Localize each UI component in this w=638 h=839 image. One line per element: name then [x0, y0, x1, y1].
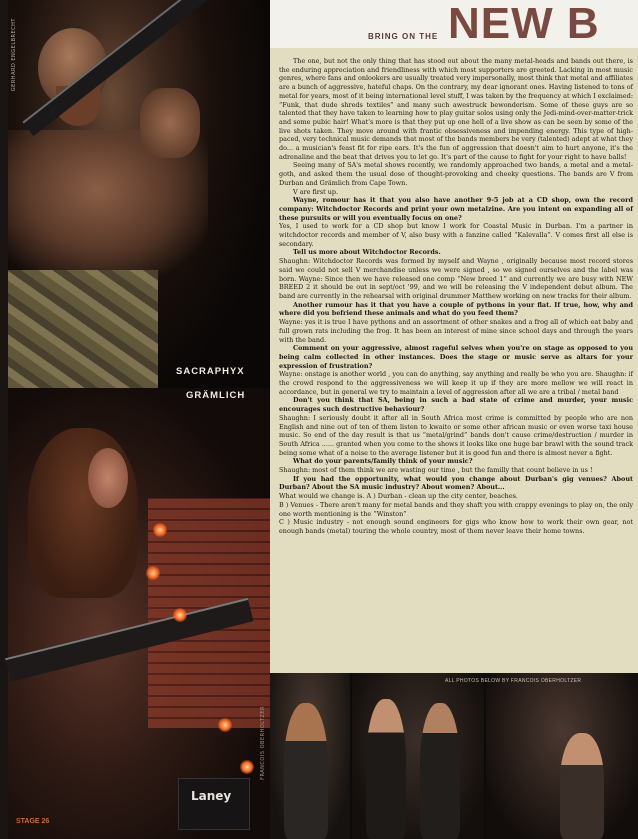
guitarist-hand — [140, 88, 200, 158]
interview-question: Wayne, romour has it that you also have another 9-5 job at a CD shop, own the record company: Witchdoctor Records and print your own metalzine. Are you intent on expanding all of these pursuits or will you eventually focus on one? — [279, 196, 633, 222]
stage-light — [218, 718, 232, 732]
interview-answer: Shaughn: I seriously doubt it after all in South Africa most crime is committed by people who are non English and nine out of ten of them listen to kwaito or some other african music or even worse taxi house music. So end of the day result is that us “metal/grind” bands don't cause crime/destruction / murder in South Africa ...... granted when you come to the shows it looks like one huge bar brawl with the sound track being some what of a noise to the average listener but it is good fun and there is almost never a fight. — [279, 413, 634, 457]
interview-question: What do your parents/family think of your music? — [293, 457, 473, 466]
article-body — [279, 57, 633, 536]
interview-answer: Wayne: yes it is true I have pythons and an assortment of other snakes and a frog all of which eat baby and full grown rats including the frog. It has been an interest of mine since school days and through the years with the band. — [279, 318, 633, 344]
amplifier — [178, 778, 250, 830]
band-member — [560, 733, 604, 839]
interview-answer: Shaughn: Witchdoctor Records was formed by myself and Wayne , originally because most record stores said we could not sell V merchandise unless we were signed , so we signed ourselves and the label was born. Wayne: Since then we have released one comp “New breed 1” and currently we are busy with NEW BREED 2 it should be out in sept/oct '99, and we will be releasing the V independent debut album. The band are currently in the rehearsal with original drummer Matthew working on new tracks for their album. — [279, 257, 633, 300]
interview-answer: B ) Venues - There aren't many for metal bands and they shaft you with crappy evenings to play on, the only one worth mentioning is the “Winston” — [279, 500, 633, 518]
stage-light — [173, 608, 187, 622]
article-header — [270, 0, 638, 48]
interview-question: Comment on your aggressive, almost rageful selves when you're on stage as opposed to you being calm collected in other instances. Does the stage or music serve as altars for your expression of frustration? — [279, 344, 633, 370]
article-panel — [270, 48, 638, 673]
caption-gramlich: GRÄMLICH — [186, 390, 246, 401]
photo-band-strip — [270, 673, 638, 839]
interview-question: Don't you think that SA, being in such a bad state of crime and murder, your music encourages such destructive behaviour? — [279, 396, 633, 414]
bassist-face — [88, 448, 128, 508]
caption-sacraphyx: SACRAPHYX — [176, 366, 245, 377]
interview-question: If you had the opportunity, what would you change about Durban's gig venues? About Durban? About the SA music industry? About women? About... — [279, 474, 633, 492]
interview-answer: Wayne: onstage is another world , you can do anything, say anything and really be who you are. Shaughn: if the crowd respond to the aggressiveness we will keep it up if they are more mellow we will react in accordance, but in general we try to maintain a level of aggression after all we are a tribal / metal band — [279, 370, 633, 396]
band-photo-credit: ALL PHOTOS BELOW BY FRANCOIS OBERHOLTZER — [445, 678, 582, 684]
camo-pants — [8, 270, 158, 388]
photo-sacraphyx-guitarist — [8, 0, 270, 388]
interview-question: Another rumour has it that you have a couple of pythons in your flat. If true, how, why and where did you befriend these animals and what do you feed them? — [279, 300, 633, 318]
amp-brand: Laney — [191, 789, 232, 803]
photo-credit-top: GERHARD ENGELBRECHT — [11, 18, 17, 92]
interview-answer: C ) Music industry - not enough sound engineers for gigs who know how to work their own gear, not enough bands (metal) touring the whole country, most of them never leave their home towns. — [279, 518, 633, 535]
stage-light — [240, 760, 254, 774]
page-gutter — [0, 0, 8, 839]
bassist-hair — [28, 428, 138, 598]
page-number: STAGE 26 — [16, 818, 50, 825]
intro-paragraph: The one, but not the only thing that has stood out about the many metal-heads and bands out there, is the enduring appreciation and friendliness with which most supporters are greeted. Lacking in most music genres, where fans and onlookers are usually treated very impersonally, most think that metal and affiliates are a bunch of aggressive, hateful chaps. On the contrary, my dear ignorant ones. Having listened to tons of metal for years, most of it being international level stuff, I was taken by the frequency at which I exclaimed: “Funk, that dude shreds textiles” and many such awestruck bewonderism. Some of these guys are so talented that they have taken to learning how to play guitar solos using only the Jedi-mind-over-matter-trick and some pubic hair! What's more is that they put up one hell of a live show as can be seen by some of the live shots taken. They move around with frantic obsessiveness and impending energy. This type of high-paced, very technical music demands that most of the bands members be very (talented) adept at what they do... a musician's feast fit for ripe ears. It's the fun of aggression that doesn't aim to hurt anyone, it's the adrenaline and the beat that drives you to let go. It's part of the cause to fight for your right to have balls! — [279, 57, 633, 161]
interview-answer: Shaughn: most of them think we are wasting our time , but the familly that count believe in us ! — [279, 466, 593, 475]
photo-credit-bottom: FRANCOIS OBERHOLTZER — [260, 706, 266, 780]
band-member — [284, 703, 328, 839]
stage-light — [146, 566, 160, 580]
intro-paragraph: V are first up. — [293, 187, 339, 196]
interview-answer: What would we change is. A ) Durban - clean up the city center, beaches. — [279, 492, 518, 501]
header-kicker: BRING ON THE — [368, 32, 439, 41]
band-member — [420, 703, 460, 839]
photo-gramlich-bassist — [8, 388, 270, 839]
intro-paragraph: Seeing many of SA's metal shows recently, we randomly approached two bands, a metal and a metal-goth, and asked them the usual dose of thought-provoking and cheeky questions. The bands are V from Durban and Grämlich from Cape Town. — [279, 161, 633, 187]
header-title: NEW B — [448, 0, 600, 48]
interview-question: Tell us more about Witchdoctor Records. — [293, 248, 441, 257]
stage-light — [153, 523, 167, 537]
interview-answer: Yes, I used to work for a CD shop but know I work for Coastal Music in Durban. I'm a partner in witchdoctor records and member of V, also busy with a fanzine called “Kalevalla”. V comes first all else is secondary. — [279, 222, 633, 248]
band-member — [366, 699, 406, 839]
